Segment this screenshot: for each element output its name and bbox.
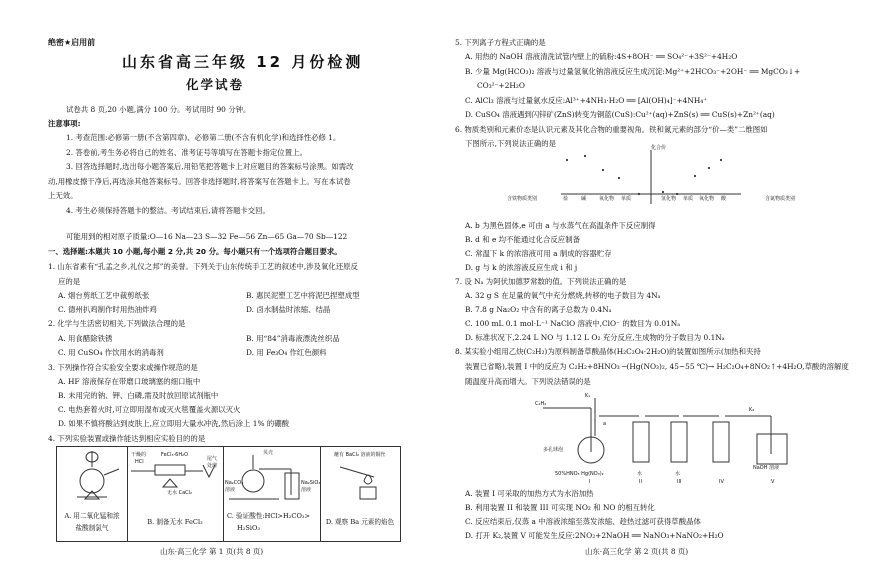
q6-stem: 6. 物质类别和元素价态是认识元素及其化合物的重要视角。铁和氮元素的部分“价—类”二维图如 (455, 125, 768, 134)
q3-stem: 3. 下列操作符合实验安全要求或操作规范的是 (48, 363, 198, 372)
footer-left: 山东·高三化学 第 1 页(共 8 页) (160, 547, 264, 556)
tube-a-label: a (603, 421, 607, 427)
note-3-cont: 动,用橡皮擦干净后,再选涂其他答案标号。回答非选择题时,将答案写在答题卡上。写在本试卷 (48, 177, 351, 186)
q3-option-b: B. 未用完的钠、钾、白磷,需及时放回原试剂瓶中 (58, 391, 219, 400)
q2-option-c: C. 用 CuSO₄ 作饮用水的消毒剂 (58, 348, 164, 357)
q1-option-d: D. 卤水制盐时浓缩、结晶 (246, 305, 331, 314)
section-heading: 一、选择题:本题共 10 小题,每小题 2 分,共 20 分。每小题只有一个选项符合题目要求。 (48, 247, 342, 256)
valence-axis-label: 化合价 (651, 145, 667, 151)
q4-cell-c (223, 447, 321, 541)
point-k (720, 159, 722, 161)
q8-stem: 8. 某实验小组用乙炔(C₂H₂)为原料制备草酸晶体(H₂C₂O₄·2H₂O)的装置如图所示(加热和夹持 (455, 347, 761, 356)
q2-stem: 2. 化学与生活密切相关,下列做法合理的是 (48, 319, 186, 328)
q4-cell-b (127, 447, 224, 541)
bottle-ii (633, 422, 649, 462)
q5-option-b: B. 少量 Mg(HCO₃)₂ 溶液与过量氢氧化钠溶液反应生成沉淀:Mg²⁺+2HCO₃⁻+2OH⁻ ══ MgCO₃↓+ (465, 67, 801, 76)
exam-subtitle: 化学试卷 (186, 77, 245, 92)
q5-option-a: A. 用热的 NaOH 溶液清洗试管内壁上的硫粉:4S+8OH⁻ ══ SO₄²⁻+3S²⁻+4H₂O (465, 52, 738, 61)
cat-salt: 盐 (563, 196, 569, 202)
point-d (584, 155, 586, 157)
secret-label: 绝密★启用前 (48, 38, 96, 47)
bottle-iii (671, 422, 687, 462)
q8-option-c: C. 反应结束后,仅蒸 a 中溶液浓缩至蒸发浓缩、趁热过滤可获得草酸晶体 (465, 517, 701, 526)
q6-stem-cont: 下图所示,下列说法正确的是 (465, 139, 557, 148)
q3-option-a: A. HF 溶液保存在带磨口玻璃塞的细口瓶中 (58, 377, 201, 386)
q4-option-b: B. 制备无水 FeCl₃ (147, 518, 203, 526)
hcl-label-2: HCl (135, 459, 144, 465)
q1-option-b: B. 惠民泥塑工艺中将泥巴捏塑成型 (246, 291, 360, 300)
point-b (618, 177, 620, 179)
flame-test-diagram (320, 447, 400, 507)
chlorine-apparatus-diagram (57, 447, 127, 507)
point-c (566, 159, 568, 161)
q8-option-a: A. 装置 I 可采取的加热方式为水浴加热 (465, 489, 594, 498)
q4-option-c: C. 验证酸性:HCl>H₂CO₃> (227, 512, 311, 520)
q1-stem: 1. 山东省素有“孔孟之乡,礼仪之邦”的美誉。下列关于山东传统手工艺的叙述中,涉及氧化还原反 (48, 262, 358, 271)
water-label-iii: 水 (675, 471, 681, 477)
footer-right: 山东·高三化学 第 2 页(共 8 页) (585, 547, 689, 556)
note-3-end: 上无效。 (48, 191, 78, 200)
k1-label: K₁ (585, 393, 591, 399)
q2-option-b: B. 用“84”消毒液漂洗丝织品 (246, 334, 340, 343)
q6-option-d: D. g 与 k 的浓溶液反应生成 i 和 j (465, 263, 578, 272)
q6-option-b: B. d 和 e 均不能通过化合反应制备 (465, 235, 580, 244)
note-3: 3. 回答选择题时,选出每小题答案后,用铅笔把答题卡上对应题目的答案标号涂黑。如需改 (66, 162, 354, 171)
bottle-iv (713, 422, 729, 462)
q1-stem-cont: 应的是 (58, 277, 81, 286)
q8-option-b: B. 利用装置 II 和装置 III 可实现 NO₂ 和 NO 的相互转化 (465, 503, 655, 512)
note-1: 1. 考查范围:必修第一册(不含第四章)、必修第二册(不含有机化学)和选择性必修 1。 (66, 133, 341, 142)
q4-option-a: A. 用二氧化锰和浓 (64, 512, 120, 520)
q1-option-a: A. 烟台剪纸工艺中裁剪纸张 (58, 291, 150, 300)
cacl2-label: 无水 CaCl₂ (167, 490, 193, 496)
q3-option-d: D. 如果不慎将酸沾到皮肤上,应立即用大量水冲洗,然后涂上 1% 的硼酸 (58, 419, 290, 428)
q7-option-b: B. 7.8 g Na₂O₂ 中含有的离子总数为 0.4Nₐ (465, 305, 612, 314)
q8-option-d: D. 打开 K₂,装置 V 可能发生反应:2NO₂+2NaOH ══ NaNO₃+NaNO₂+H₂O (465, 531, 724, 540)
page-2 (435, 0, 870, 578)
na2co3-label: Na₂CO₃ (225, 480, 244, 486)
oxalic-acid-apparatus (535, 392, 835, 476)
cat-element-n: 单质 (683, 196, 694, 202)
roman-iii: III (677, 479, 682, 485)
q7-option-c: C. 100 mL 0.1 mol·L⁻¹ NaClO 溶液中,ClO⁻ 的数目为 0.01Nₐ (465, 319, 681, 328)
roman-iv: IV (719, 479, 724, 485)
q5-option-c: C. AlCl₃ 溶液与过量氨水反应:Al³⁺+4NH₃·H₂O ══ [Al(OH)₄]⁻+4NH₄⁺ (465, 96, 708, 105)
acid-label: 50%HNO₃ Hg(NO₃)₂ (555, 471, 604, 477)
q5-stem: 5. 下列离子方程式正确的是 (455, 38, 546, 47)
roman-v: V (771, 479, 775, 485)
fecl3-apparatus-diagram (127, 447, 223, 507)
roman-i: I (589, 479, 591, 485)
q2-option-d: D. 用 Fe₃O₄ 作红色颜料 (246, 348, 327, 357)
na2sio3-solution-label: 溶液 (301, 487, 312, 493)
water-label-ii: 水 (637, 471, 643, 477)
roman-ii: II (639, 479, 642, 485)
q8-stem-cont: 装置已省略),装置 I 中的反应为 C₂H₂+8HNO₃ ─(Hg(NO₃)₂, 45~55 ℃)→ H₂C₂O₄+8NO₂↑+4H₂O,草酸的溶解度 (465, 362, 849, 371)
q1-option-c: C. 德州扒鸡制作时用热油炸鸡 (58, 305, 157, 314)
q7-stem: 7. 设 Nₐ 为阿伏加德罗常数的值。下列说法正确的是 (455, 277, 627, 286)
note-4: 4. 考生必须保持答题卡的整洁。考试结束后,请将答题卡交回。 (66, 206, 270, 215)
q4-option-c-cont: H₂SiO₃ (237, 524, 261, 532)
exam-info: 试卷共 8 页,20 小题,满分 100 分。考试用时 90 分钟。 (66, 105, 251, 114)
cat-base: 碱 (581, 196, 587, 202)
tail-gas-label-2: 处理 (207, 463, 218, 469)
q4-option-a-cont: 盐酸制氯气 (75, 524, 109, 532)
point-a (638, 193, 640, 195)
na2sio3-label: Na₂SiO₃ (301, 480, 321, 486)
cat-oxide-n: 氧化物 (699, 196, 715, 202)
cat-oxide-fe: 氧化物 (599, 196, 615, 202)
q8-stem-end: 随温度升高而增大。下列说法错误的是 (465, 377, 591, 386)
notes-title: 注意事项: (48, 119, 81, 128)
beaker-v (757, 434, 787, 464)
bacl2-wire-label: 蘸有 BaCl₂ 溶液的铜丝 (334, 452, 386, 458)
q6-option-c: C. 常温下 k 的浓溶液可用 a 制成的容器贮存 (465, 249, 612, 258)
iron-class-label: 含铁物质类别 (507, 196, 538, 202)
na2co3-solution-label: 溶液 (225, 487, 236, 493)
cat-element-fe: 单质 (621, 196, 632, 202)
nitrogen-class-label: 含氮物质类别 (765, 196, 796, 202)
point-g (662, 191, 664, 193)
c2h2-label: C₂H₂ (535, 401, 547, 407)
atomic-masses: 可能用到的相对原子质量:O—16 Na—23 S—32 Fe—56 Zn—65 Ga—70 Sb—122 (66, 232, 348, 241)
tail-gas-label: 尾气 (207, 456, 218, 462)
fecl3-hydrate-label: FeCl₃·6H₂O (161, 452, 189, 458)
porous-ball-label: 多孔球泡 (543, 447, 564, 453)
point-e (602, 169, 604, 171)
hcl-label: 干燥的 (131, 452, 147, 458)
q4-cell-d (320, 447, 400, 541)
point-j (708, 167, 710, 169)
k2-label: K₂ (749, 407, 755, 413)
point-i (694, 175, 696, 177)
acidity-apparatus-diagram (223, 447, 320, 507)
naoh-label: NaOH 溶液 (753, 465, 780, 471)
q4-option-d: D. 观察 Ba 元素的焰色 (325, 518, 395, 526)
q4-apparatus-table (56, 446, 401, 542)
cat-acid: 酸 (721, 196, 727, 202)
valence-class-diagram (555, 145, 755, 218)
q4-cell-a (57, 447, 128, 541)
q5-option-d: D. CuSO₄ 溶液遇到闪锌矿(ZnS)转变为铜蓝(CuS):Cu²⁺(aq)+ZnS(s) ══ CuS(s)+Zn²⁺(aq) (465, 110, 775, 119)
note-2: 2. 答卷前,考生务必将自己的姓名、准考证号等填写在答题卡指定位置上。 (66, 148, 307, 157)
q2-option-a: A. 用食醋除铁锈 (58, 334, 113, 343)
q7-option-a: A. 32 g S 在足量的氧气中充分燃烧,转移的电子数目为 4Nₐ (465, 291, 661, 300)
q7-option-d: D. 标准状况下,2.24 L NO 与 1.12 L O₂ 充分反应,生成物的分子数目为 0.1Nₐ (465, 333, 725, 342)
q5-option-b-cont: CO₃²⁻+2H₂O (477, 81, 525, 90)
q4-stem: 4. 下列实验装置或操作能达到相应实验目的的是 (48, 434, 206, 443)
point-h (676, 193, 678, 195)
cat-hydride: 氢化物 (661, 196, 677, 202)
q3-option-c: C. 电热套着火时,可立即用湿布或灭火毯覆盖火源以灭火 (58, 405, 241, 414)
q6-option-a: A. b 为黑色固体,e 可由 a 与水蒸气在高温条件下反应制得 (465, 221, 656, 230)
shell-label: 贝壳 (263, 450, 274, 456)
exam-title: 山东省高三年级 12 月份检测 (122, 53, 364, 71)
